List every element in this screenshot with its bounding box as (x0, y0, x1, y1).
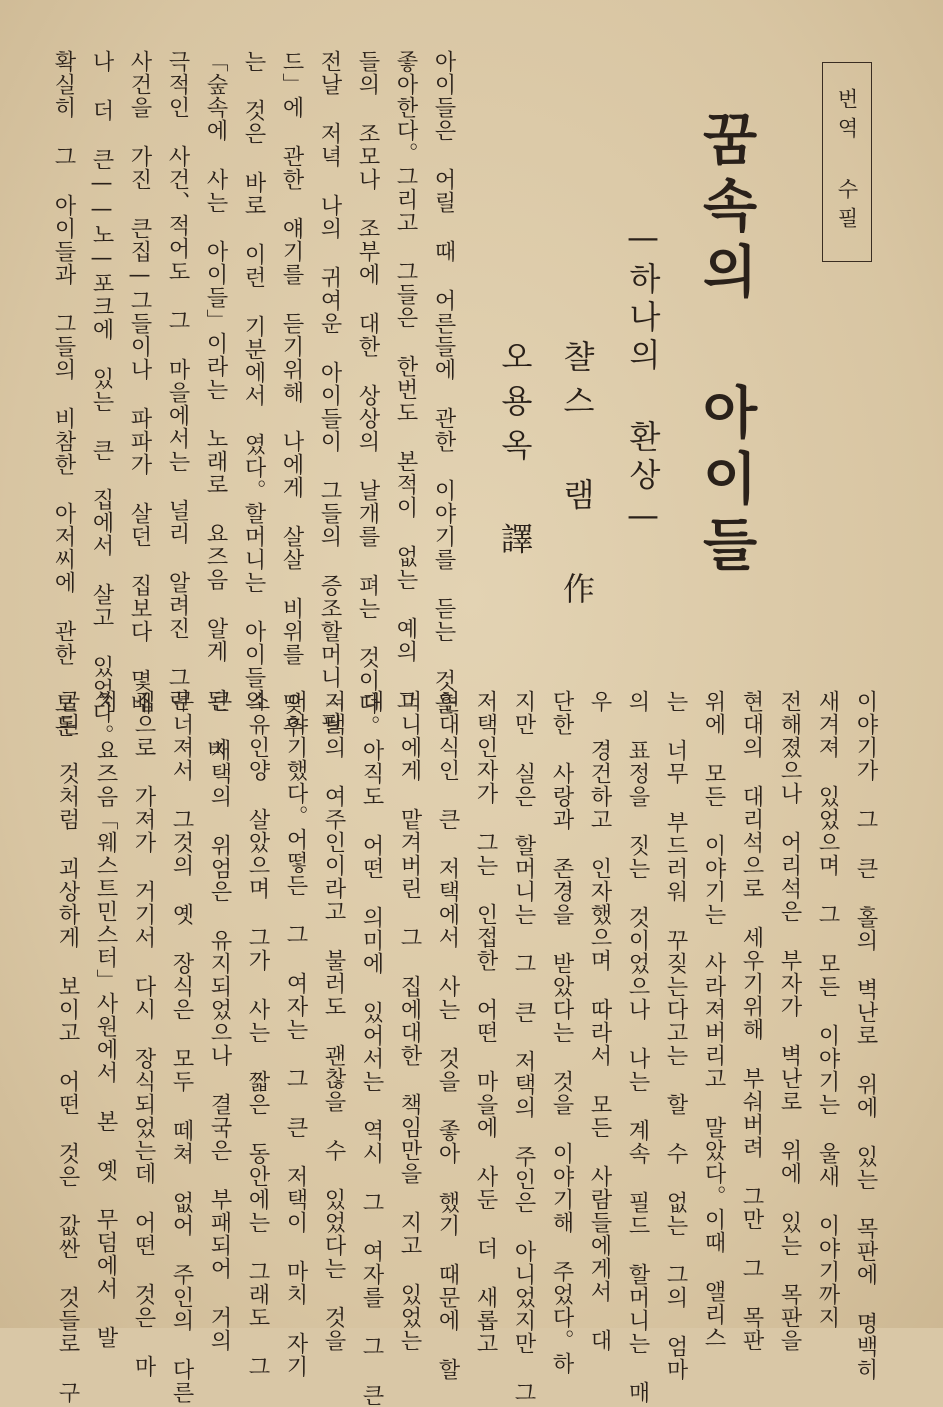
lower-column: 치 요즈음「웨스트민스터」사원에서 본 옛 무덤에서 발 (93, 690, 118, 1349)
upper-column: 들의 조모나 조부에 대한 상상의 날개를 펴는 것이다。 (355, 50, 380, 738)
upper-column: 는 것은 바로 이런 기분에서 였다。할머니는 아이들의 (241, 50, 266, 712)
upper-column: 전날 저녁 나의 귀여운 아이들이 그들의 증조할머니「필 (317, 50, 342, 735)
author-credit: 챨스 램 作 (558, 340, 596, 616)
upper-column: 사건을 가진 큰집—그들이나 파파가 살던 집보다 몇배 (127, 50, 152, 715)
upper-column: 확실히 그 아이들과 그들의 비참한 아저씨에 관한 모든 (51, 50, 76, 738)
upper-column: 나 더 큰——노—포크에 있는 큰 집에서 살고 있었다。 (89, 50, 114, 747)
lower-column: 집으로 가져가 거기서 다시 장식되었는데 어떤 것은 마 (131, 690, 156, 1378)
upper-column: 좋아한다。그리고 그들은 한번도 본적이 없는 예의 그 (393, 50, 418, 712)
lower-column: 무너져서 그것의 옛 장식은 모두 떼쳐 없어 주인의 다른 (169, 690, 194, 1404)
upper-column: 「숲속에 사는 아이들」이라는 노래로 요즈음 알게 된 비 (203, 50, 228, 761)
translator-credit: 오용옥 譯 (496, 340, 534, 566)
lower-column: 는 너무 부드러워 꾸짖는다고는 할 수 없는 그의 엄마 (663, 690, 688, 1381)
lower-column: 굴된 것처럼 괴상하게 보이고 어떤 것은 값싼 것들로 구 (55, 690, 80, 1404)
lower-column: 현대의 대리석으로 세우기위해 부숴버려 그만 그 목판 (739, 690, 764, 1352)
lower-column: 우 경건하고 인자했으며 따라서 모든 사람들에게서 대 (587, 690, 612, 1352)
lower-column: 위에 모든 이야기는 사라져버리고 말았다。이때 앨리스 (701, 690, 726, 1349)
upper-column: 아이들은 어릴 때 어른들에 관한 이야기를 듣는 것을 (431, 50, 456, 715)
lower-column: 소유인양 살았으며 그가 사는 짧은 동안에는 그래도 그 (245, 690, 270, 1378)
lower-column: 단한 사랑과 존경을 받았다는 것을 이야기해 주었다。하 (549, 690, 574, 1375)
lower-column: 저택인자가 그는 인접한 어떤 마을에 사둔 더 새롭고 (473, 690, 498, 1355)
lower-column: 데 아직도 어떤 의미에 있어서는 역시 그 여자를 그 큰 (359, 690, 384, 1407)
lower-column: 현대식인 큰 저택에서 사는 것을 좋아 했기 때문에 할 (435, 690, 460, 1381)
lower-column: 새겨져 있었으며 그 모든 이야기는 울새 이야기까지 (815, 690, 840, 1329)
lower-column: 지만 실은 할머니는 그 큰 저택의 주인은 아니었지만 그 (511, 690, 536, 1404)
lower-column: 이야기했다。어떻든 그 여자는 그 큰 저택이 마치 자기 (283, 690, 308, 1378)
lower-column: 의 표정을 짓는 것이었으나 나는 계속 필드 할머니는 매 (625, 690, 650, 1404)
lower-column: 머니에게 맡겨버린 그 집에대한 책임만을 지고 있었는 (397, 690, 422, 1352)
upper-column: 극적인 사건、적어도 그 마을에서는 널리 알려진 그런 (165, 50, 190, 712)
section-label: 번역 수필 (835, 88, 859, 236)
section-label-box (822, 62, 872, 262)
lower-column: 이야기가 그 큰 홀의 벽난로 위에 있는 목판에 명백히 (853, 690, 878, 1381)
essay-subtitle: —하나의 환상— (624, 218, 662, 540)
lower-column: 큰 저택의 위엄은 유지되었으나 결국은 부패되어 거의 (207, 690, 232, 1352)
upper-column: 드」에 관한 얘기를 듣기위해 나에게 살살 비위를 맞추 (279, 50, 304, 738)
lower-column: 저택의 여주인이라고 불러도 괜찮을 수 있었다는 것을 (321, 690, 346, 1352)
lower-column: 전해졌으나 어리석은 부자가 벽난로 위에 있는 목판을 (777, 690, 802, 1352)
essay-title: 꿈속의 아이들 (693, 110, 758, 581)
